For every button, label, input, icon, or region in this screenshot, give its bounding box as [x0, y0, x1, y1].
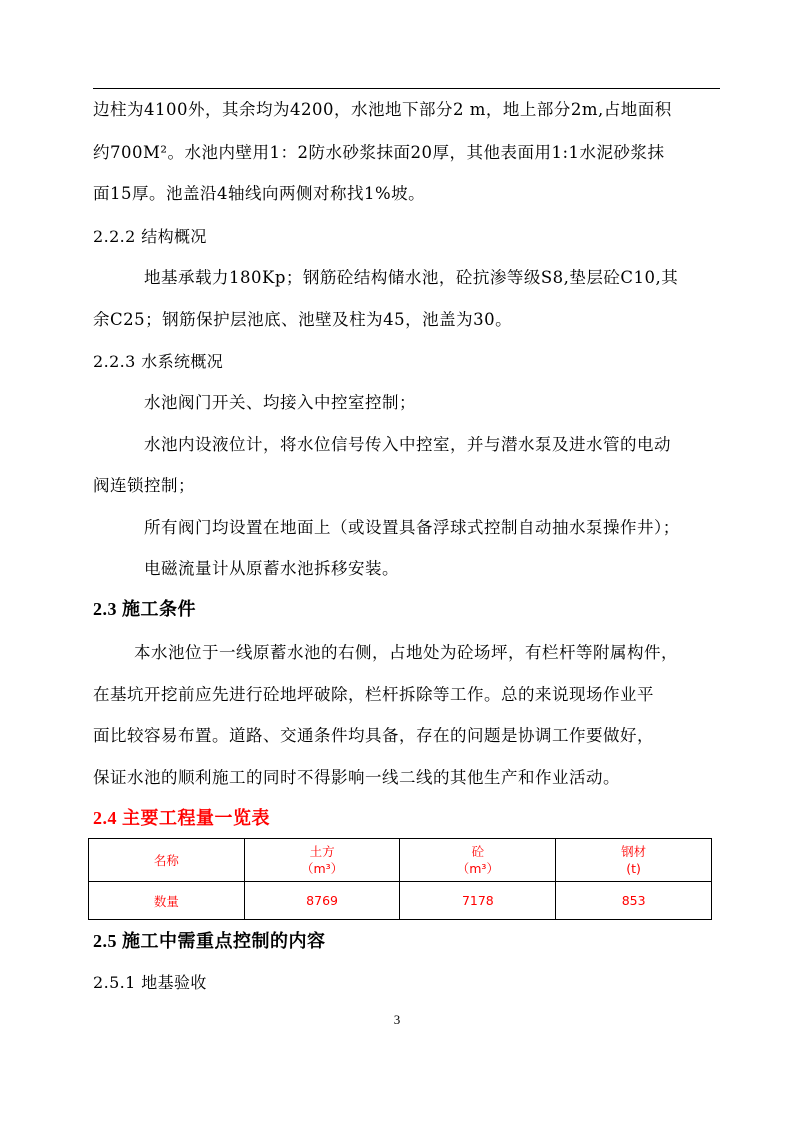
- column-name: 钢材: [621, 844, 647, 859]
- subsection-heading-2-5-1: 2.5.1 地基验收: [93, 973, 207, 992]
- section-heading-2-5: 2.5 施工中需重点控制的内容: [93, 931, 326, 951]
- column-name: 土方: [309, 844, 335, 859]
- page-number: 3: [393, 1012, 401, 1027]
- paragraph-line: 边柱为4100外，其余均为4200，水池地下部分2 m，地上部分2m,占地面积: [93, 100, 672, 119]
- table-header-cell: [400, 839, 556, 882]
- paragraph-line: 约700M²。水池内壁用1：2防水砂浆抹面20厚，其他表面用1:1水泥砂浆抹: [93, 143, 665, 162]
- paragraph-line: 水池内设液位计，将水位信号传入中控室，并与潜水泵及进水管的电动: [144, 435, 671, 454]
- subsection-heading-2-2-2: 2.2.2 结构概况: [93, 227, 207, 246]
- column-unit: （m³）: [300, 861, 344, 876]
- section-heading-2-4: 2.4 主要工程量一览表: [93, 808, 270, 828]
- table-cell: 853: [556, 882, 712, 920]
- paragraph-line: 电磁流量计从原蓄水池拆移安装。: [144, 559, 399, 578]
- table-row: [89, 882, 712, 920]
- paragraph-line: 水池阀门开关、均接入中控室控制；: [144, 393, 416, 412]
- paragraph-line: 保证水池的顺利施工的同时不得影响一线二线的其他生产和作业活动。: [93, 768, 620, 787]
- paragraph-line: 阀连锁控制；: [93, 476, 195, 495]
- subsection-heading-2-2-3: 2.2.3 水系统概况: [93, 352, 224, 371]
- table-cell: 7178: [400, 882, 556, 920]
- table-header-cell: [244, 839, 400, 882]
- table-header-row: [89, 839, 712, 882]
- quantity-table: [88, 838, 712, 920]
- table-cell: 8769: [244, 882, 400, 920]
- column-unit: (t): [626, 861, 641, 876]
- table-cell-label: 名称: [89, 839, 245, 882]
- paragraph-line: 面15厚。池盖沿4轴线向两侧对称找1%坡。: [93, 184, 426, 203]
- section-heading-2-3: 2.3 施工条件: [93, 599, 196, 619]
- paragraph-line: 面比较容易布置。道路、交通条件均具备，存在的问题是协调工作要做好，: [93, 726, 654, 745]
- table-header-cell: [556, 839, 712, 882]
- paragraph-line: 所有阀门均设置在地面上（或设置具备浮球式控制自动抽水泵操作井）；: [144, 518, 680, 537]
- paragraph-line: 余C25；钢筋保护层池底、池壁及柱为45，池盖为30。: [93, 310, 513, 329]
- table-cell-label: 数量: [89, 882, 245, 920]
- column-unit: （m³）: [456, 861, 499, 876]
- paragraph-line: 地基承载力180Kp；钢筋砼结构储水池，砼抗渗等级S8,垫层砼C10,其: [144, 268, 679, 287]
- column-name: 砼: [471, 844, 485, 859]
- header-rule: [93, 88, 720, 89]
- paragraph-line: 本水池位于一线原蓄水池的右侧，占地处为砼场坪，有栏杆等附属构件，: [134, 643, 678, 662]
- paragraph-line: 在基坑开挖前应先进行砼地坪破除，栏杆拆除等工作。总的来说现场作业平: [93, 685, 654, 704]
